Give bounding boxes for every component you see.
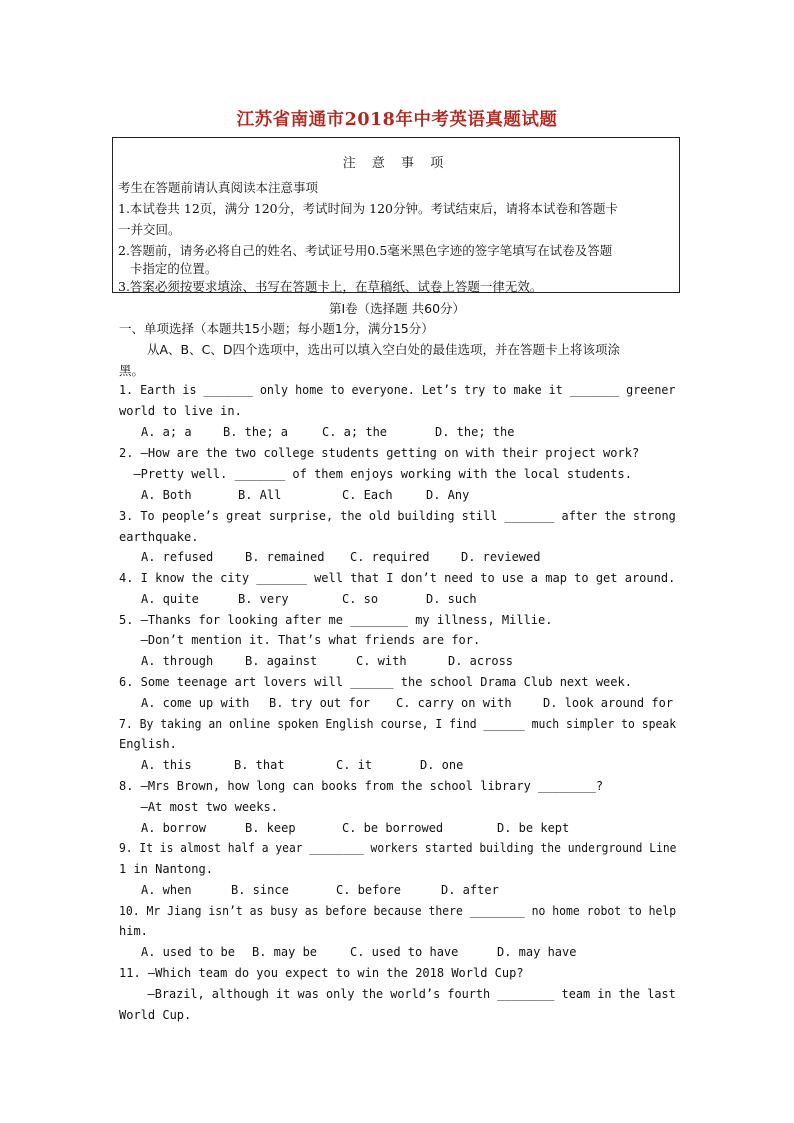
option-d: D. Any: [426, 488, 470, 502]
question-8-stem: —At most two weeks.: [119, 800, 278, 814]
option-c: C. Each: [342, 488, 393, 502]
question-5-stem: —Don’t mention it. That’s what friends are for.: [119, 633, 481, 647]
question-4-stem: 4. I know the city _______ well that I don’t need to use a map to get around.: [119, 571, 676, 585]
option-b: B. since: [231, 883, 289, 897]
option-b: B. may be: [252, 945, 318, 959]
option-c: C. required: [350, 550, 430, 564]
question-10-stem: him.: [119, 924, 148, 938]
option-b: B. very: [238, 592, 289, 606]
question-3-stem: 3. To people’s great surprise, the old building still _______ after the strong: [119, 509, 676, 523]
option-a: A. refused: [141, 550, 214, 564]
notice-heading: 注 意 事 项: [342, 156, 450, 171]
option-c: C. before: [336, 883, 402, 897]
instruction-text: 从A、B、C、D四个选项中，选出可以填入空白处的最佳选项，并在答题卡上将该项涂: [147, 342, 620, 357]
question-1-stem: world to live in.: [119, 404, 242, 418]
option-a: A. this: [141, 758, 192, 772]
option-a: A. borrow: [141, 821, 207, 835]
option-b: B. try out for: [269, 696, 371, 710]
notice-line: 1.本试卷共 12页，满分 120分，考试时间为 120分钟。考试结束后，请将本试卷和答题卡: [118, 201, 618, 216]
option-c: C. used to have: [350, 945, 459, 959]
option-d: D. be kept: [497, 821, 570, 835]
notice-line: 一并交回。: [118, 222, 181, 237]
option-b: B. that: [234, 758, 285, 772]
question-6-stem: 6. Some teenage art lovers will ______ the school Drama Club next week.: [119, 675, 632, 689]
question-11-stem: World Cup.: [119, 1008, 192, 1022]
page-title: 江苏省南通市2018年中考英语真题试题: [236, 110, 558, 130]
option-d: D. the; the: [435, 425, 515, 439]
question-3-stem: earthquake.: [119, 530, 199, 544]
question-5-stem: 5. —Thanks for looking after me ________ my illness, Millie.: [119, 613, 553, 627]
question-9-stem: 9. It is almost half a year ________ workers started building the underground Line: [119, 841, 677, 855]
option-d: D. across: [448, 654, 514, 668]
question-8-stem: 8. —Mrs Brown, how long can books from the school library ________?: [119, 779, 604, 793]
notice-box: [112, 137, 680, 293]
option-d: D. after: [441, 883, 499, 897]
question-7-stem: 7. By taking an online spoken English course, I find ______ much simpler to speak: [119, 717, 677, 731]
option-d: D. may have: [497, 945, 577, 959]
notice-line: 考生在答题前请认真阅读本注意事项: [118, 180, 319, 195]
option-a: A. come up with: [141, 696, 250, 710]
question-2-stem: 2. —How are the two college students getting on with their project work?: [119, 446, 640, 460]
question-10-stem: 10. Mr Jiang isn’t as busy as before because there ________ no home robot to help: [119, 904, 677, 918]
option-a: A. quite: [141, 592, 199, 606]
option-c: C. carry on with: [396, 696, 512, 710]
question-2-stem: —Pretty well. _______ of them enjoys working with the local students.: [119, 467, 632, 481]
option-b: B. remained: [245, 550, 325, 564]
option-b: B. the; a: [223, 425, 289, 439]
question-7-stem: English.: [119, 737, 177, 751]
option-a: A. when: [141, 883, 192, 897]
option-c: C. a; the: [322, 425, 388, 439]
option-d: D. reviewed: [461, 550, 541, 564]
question-9-stem: 1 in Nantong.: [119, 862, 213, 876]
option-c: C. so: [342, 592, 379, 606]
option-b: B. keep: [245, 821, 296, 835]
part-title: 一、单项选择（本题共15小题；每小题1分，满分15分）: [119, 321, 434, 336]
section-header: 第Ⅰ卷（选择题 共60分）: [328, 301, 466, 316]
option-c: C. it: [336, 758, 373, 772]
notice-line: 2.答题前，请务必将自己的姓名、考试证号用0.5毫米黑色字迹的签字笔填写在试卷及答题: [118, 243, 613, 258]
option-b: B. All: [238, 488, 282, 502]
option-b: B. against: [245, 654, 318, 668]
notice-line: 3.答案必须按要求填涂、书写在答题卡上，在草稿纸、试卷上答题一律无效。: [118, 279, 543, 294]
option-d: D. look around for: [543, 696, 674, 710]
question-11-stem: 11. —Which team do you expect to win the 2018 World Cup?: [119, 966, 524, 980]
option-a: A. Both: [141, 488, 192, 502]
option-c: C. with: [356, 654, 407, 668]
instruction-text: 黑。: [119, 363, 145, 378]
option-c: C. be borrowed: [342, 821, 444, 835]
option-a: A. used to be: [141, 945, 235, 959]
question-1-stem: 1. Earth is _______ only home to everyone. Let’s try to make it _______ greener: [119, 383, 676, 397]
notice-line: 卡指定的位置。: [118, 261, 218, 276]
option-d: D. such: [426, 592, 477, 606]
option-d: D. one: [420, 758, 464, 772]
option-a: A. through: [141, 654, 214, 668]
option-a: A. a; a: [141, 425, 192, 439]
question-11-stem: —Brazil, although it was only the world’s fourth ________ team in the last: [119, 987, 676, 1001]
